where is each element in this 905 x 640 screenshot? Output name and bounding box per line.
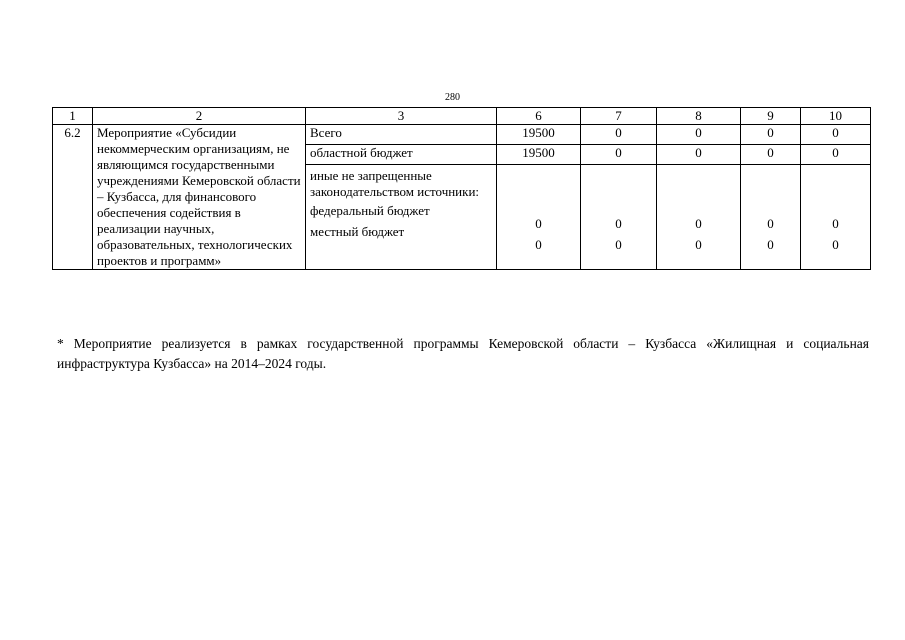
value-stack (741, 165, 801, 270)
value-cell: 0 (615, 237, 622, 253)
column-header: 2 (93, 108, 306, 125)
value-cell: 19500 (497, 125, 581, 145)
value-cell: 0 (767, 216, 774, 232)
value-cell: 0 (657, 125, 741, 145)
value-cell: 0 (767, 237, 774, 253)
column-header: 3 (306, 108, 497, 125)
source-regional: областной бюджет (306, 145, 497, 165)
source-other-cell (306, 165, 497, 270)
column-header: 9 (741, 108, 801, 125)
value-cell: 0 (832, 216, 839, 232)
column-header: 10 (801, 108, 871, 125)
value-cell: 0 (741, 125, 801, 145)
value-cell: 0 (801, 125, 871, 145)
value-cell: 0 (581, 125, 657, 145)
footnote: * Мероприятие реализуется в рамках государственной программы Кемеровской области – Кузбасса «Жилищная и социальная инфраструктура Кузбасса» на 2014–2024 годы. (57, 336, 869, 371)
source-total: Всего (306, 125, 497, 145)
source-local: местный бюджет (310, 224, 405, 240)
value-stack (497, 165, 581, 270)
table-row (53, 125, 871, 145)
budget-table (52, 107, 871, 270)
value-cell: 0 (581, 145, 657, 165)
value-cell: 0 (615, 216, 622, 232)
column-header: 1 (53, 108, 93, 125)
column-header: 8 (657, 108, 741, 125)
value-cell: 0 (657, 145, 741, 165)
value-cell: 0 (801, 145, 871, 165)
value-cell: 0 (535, 237, 542, 253)
value-cell: 19500 (497, 145, 581, 165)
column-header: 7 (581, 108, 657, 125)
value-cell: 0 (695, 237, 702, 253)
value-cell: 0 (832, 237, 839, 253)
value-stack (581, 165, 657, 270)
page-number: 280 (445, 92, 460, 103)
value-cell: 0 (741, 145, 801, 165)
value-stack (657, 165, 741, 270)
source-federal: федеральный бюджет (310, 203, 430, 219)
source-other: иные не запрещенные законодательством источники: (310, 168, 480, 200)
row-number: 6.2 (53, 125, 93, 270)
value-stack (801, 165, 871, 270)
measure-description: Мероприятие «Субсидии некоммерческим организациям, не являющимся государственными учреждениями Кемеровской области – Кузбасса, для финансового обеспечения содействия в реализации научных, образовательных, технологических проектов и программ» (93, 125, 306, 270)
value-cell: 0 (695, 216, 702, 232)
value-cell: 0 (535, 216, 542, 232)
column-header: 6 (497, 108, 581, 125)
table-header-row (53, 108, 871, 125)
